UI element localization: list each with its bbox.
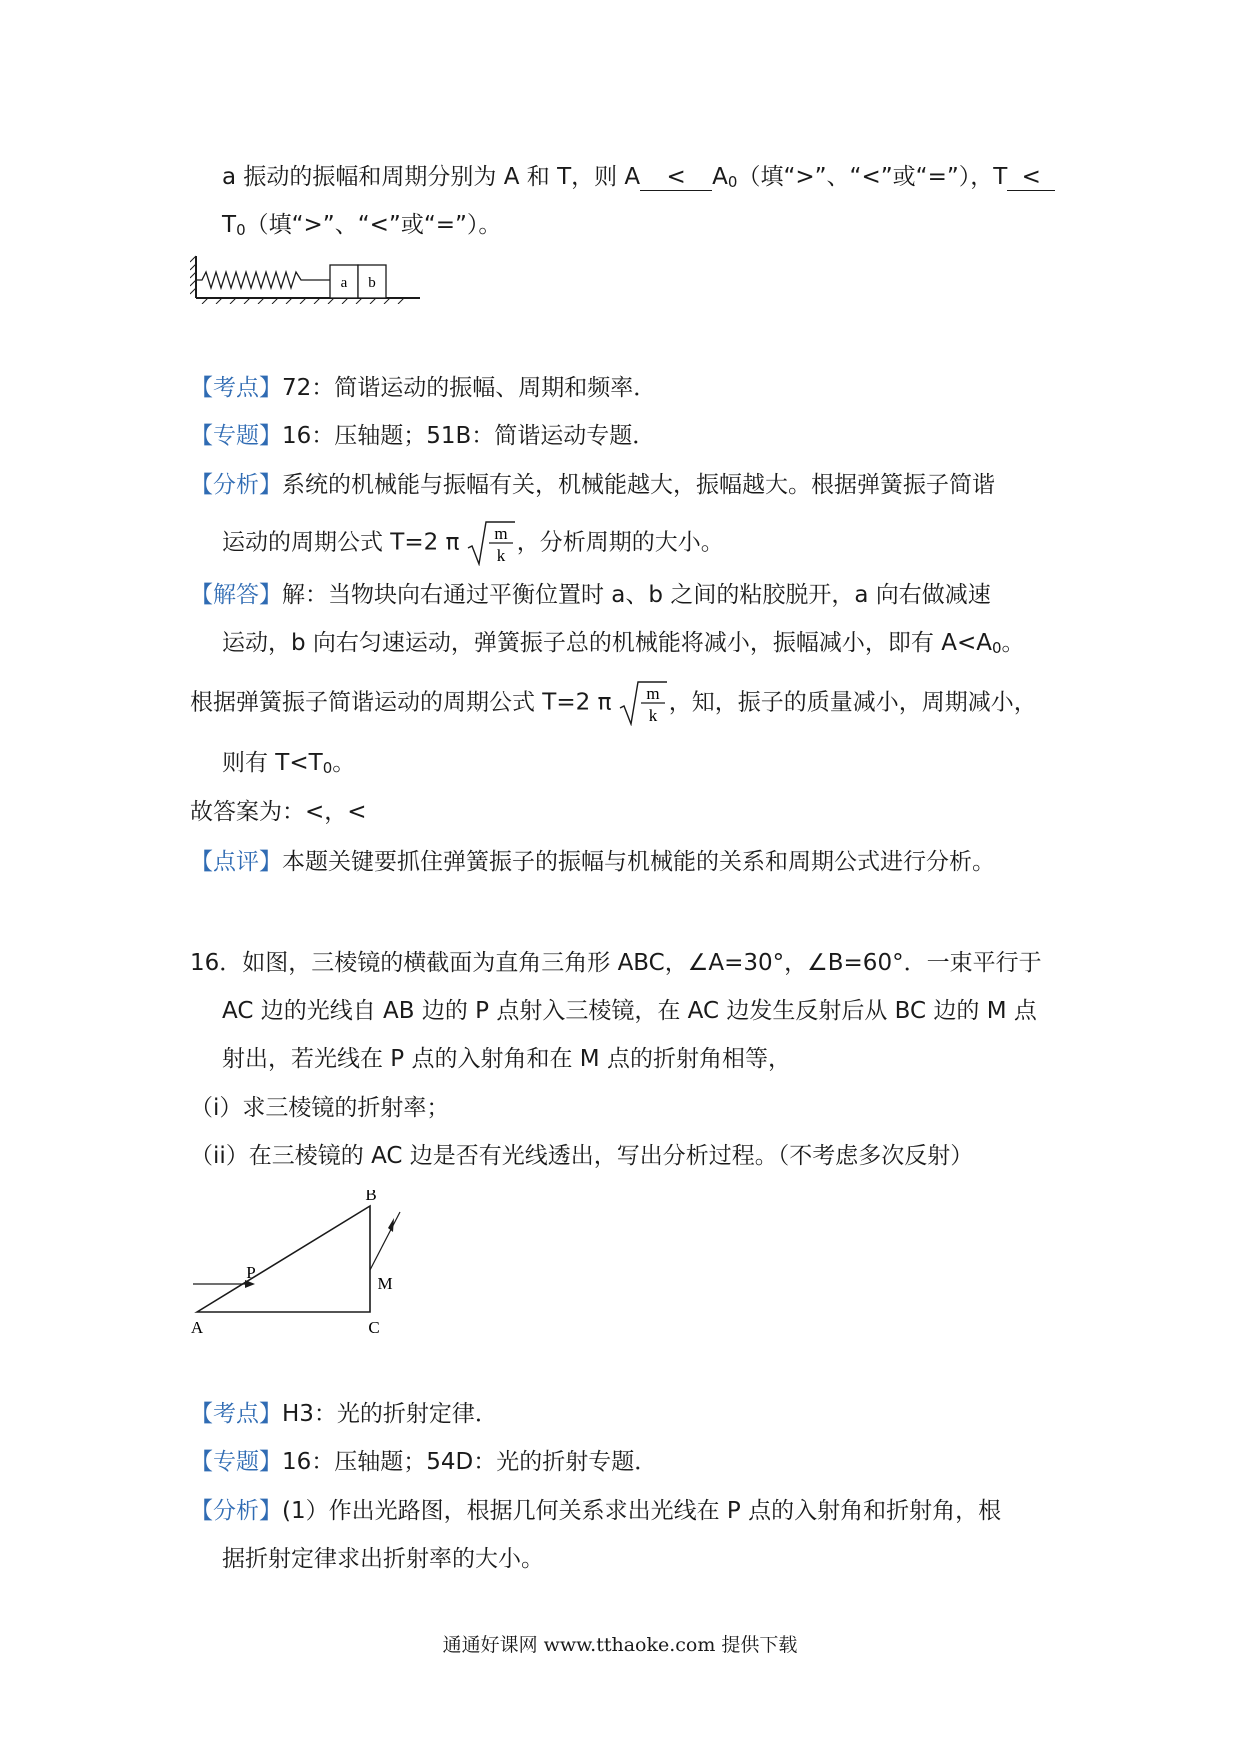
answer-blank-2: < <box>1007 164 1055 191</box>
q16-part-1: （i）求三棱镜的折射率； <box>190 1095 450 1121</box>
jieda-15-line-4: 则有 $T<T_0$。 <box>222 750 356 777</box>
triangle-abc <box>197 1206 370 1312</box>
jieda-tag: 【解答】 <box>190 582 282 608</box>
sqrt-m-over-k-formula <box>467 520 517 566</box>
zhuanti-16: 【专题】16：压轴题；54D：光的折射专题． <box>190 1449 658 1475</box>
emergent-ray <box>370 1212 400 1270</box>
fenxi-16-line-1: 【分析】(1）作出光路图，根据几何关系求出光线在 P 点的入射角和折射角，根 <box>190 1498 1002 1524</box>
kaodian-15: 【考点】72：简谐运动的振幅、周期和频率． <box>190 375 657 401</box>
zhuanti-15: 【专题】16：压轴题；51B：简谐运动专题． <box>190 423 656 449</box>
q16-line-3: 射出，若光线在 P 点的入射角和在 M 点的折射角相等， <box>222 1046 791 1072</box>
q16-line-1: 16．如图，三棱镜的横截面为直角三角形 ABC，∠A=30°，∠B=60°．一束平行于 <box>190 950 1042 976</box>
q15-text: a 振动的振幅和周期分别为 A 和 T，则 A <box>222 164 641 190</box>
emergent-arrow-icon <box>388 1218 394 1232</box>
answer-blank-1: < <box>640 164 712 191</box>
q15-line-2: $T_0$（填“>”、“<”或“=”）。 <box>222 212 502 239</box>
svg-text:a: a <box>340 275 348 291</box>
fenxi-16-line-2: 据折射定律求出折射率的大小。 <box>222 1546 544 1572</box>
zhuanti-tag: 【专题】 <box>190 423 282 449</box>
dianping-tag: 【点评】 <box>190 849 282 875</box>
jieda-15-line-1: 【解答】解：当物块向右通过平衡位置时 a、b 之间的粘胶脱开，a 向右做减速 <box>190 582 991 608</box>
svg-text:b: b <box>368 275 376 291</box>
sqrt-m-over-k-formula-2 <box>619 680 669 726</box>
svg-text:C: C <box>368 1318 380 1337</box>
q16-line-2: AC 边的光线自 AB 边的 P 点射入三棱镜，在 AC 边发生反射后从 BC 边的 M 点 <box>222 998 1037 1024</box>
spring <box>196 272 330 288</box>
answer-15: 故答案为：<，< <box>190 799 367 825</box>
fenxi-tag: 【分析】 <box>190 472 282 498</box>
svg-text:P: P <box>246 1263 256 1282</box>
svg-text:k: k <box>496 546 505 565</box>
svg-text:m: m <box>494 524 508 543</box>
jieda-15-line-3: 根据弹簧振子简谐运动的周期公式 T=2 π m k ，知，振子的质量减小，周期减小， <box>190 680 1037 726</box>
zhuanti-tag-16: 【专题】 <box>190 1449 282 1475</box>
q15-line-1: a 振动的振幅和周期分别为 A 和 T，则 $A < A_0$（填“>”、“<”或“=”），T < <box>222 162 1055 197</box>
fenxi-tag-16: 【分析】 <box>190 1498 282 1524</box>
svg-text:A: A <box>190 1318 204 1337</box>
page-footer: 通通好课网 www.tthaoke.com 提供下载 <box>442 1634 798 1656</box>
kaodian-tag: 【考点】 <box>190 375 282 401</box>
kaodian-tag-16: 【考点】 <box>190 1401 282 1427</box>
fenxi-15-line-1: 【分析】系统的机械能与振幅有关，机械能越大，振幅越大。根据弹簧振子简谐 <box>190 472 995 498</box>
svg-text:k: k <box>648 706 657 725</box>
spring-oscillator-figure <box>190 252 430 304</box>
svg-text:m: m <box>646 684 660 703</box>
dianping-15: 【点评】本题关键要抓住弹簧振子的振幅与机械能的关系和周期公式进行分析。 <box>190 849 995 875</box>
kaodian-16: 【考点】H3：光的折射定律． <box>190 1401 498 1427</box>
svg-text:B: B <box>365 1190 377 1204</box>
prism-figure <box>185 1190 415 1340</box>
q16-part-2: （ii）在三棱镜的 AC 边是否有光线透出，写出分析过程。（不考虑多次反射） <box>190 1143 974 1169</box>
fenxi-15-line-2: 运动的周期公式 T=2 π m k ，分析周期的大小。 <box>222 520 724 566</box>
jieda-15-line-2: 运动，b 向右匀速运动，弹簧振子总的机械能将减小，振幅减小，即有 $A<A_0$。 <box>222 630 1025 657</box>
svg-text:M: M <box>377 1274 393 1293</box>
